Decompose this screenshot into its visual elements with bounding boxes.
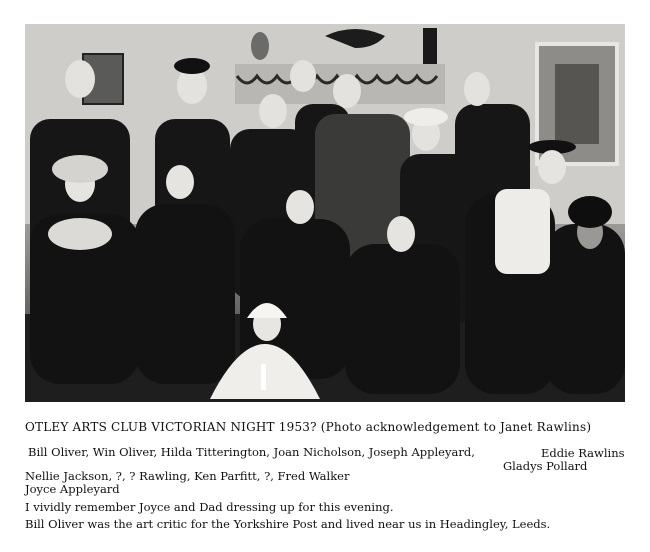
caption-note-1: I vividly remember Joyce and Dad dressing up for this evening. <box>25 500 394 514</box>
caption-names-row-4: Joyce Appleyard <box>25 482 120 496</box>
photo-illustration <box>25 24 625 402</box>
caption-name-eddie: Eddie Rawlins <box>541 446 625 460</box>
caption-title: OTLEY ARTS CLUB VICTORIAN NIGHT 1953? (Photo acknowledgement to Janet Rawlins) <box>25 420 592 434</box>
caption-note-2: Bill Oliver was the art critic for the Yorkshire Post and lived near us in Headingley, Leeds. <box>25 517 551 531</box>
caption-names-row-3: Nellie Jackson, ?, ? Rawling, Ken Parfitt, ?, Fred Walker <box>25 469 350 483</box>
group-photo <box>25 24 625 402</box>
caption-name-gladys: Gladys Pollard <box>503 459 588 473</box>
caption-names-row-1: Bill Oliver, Win Oliver, Hilda Titterington, Joan Nicholson, Joseph Appleyard, <box>28 445 475 459</box>
